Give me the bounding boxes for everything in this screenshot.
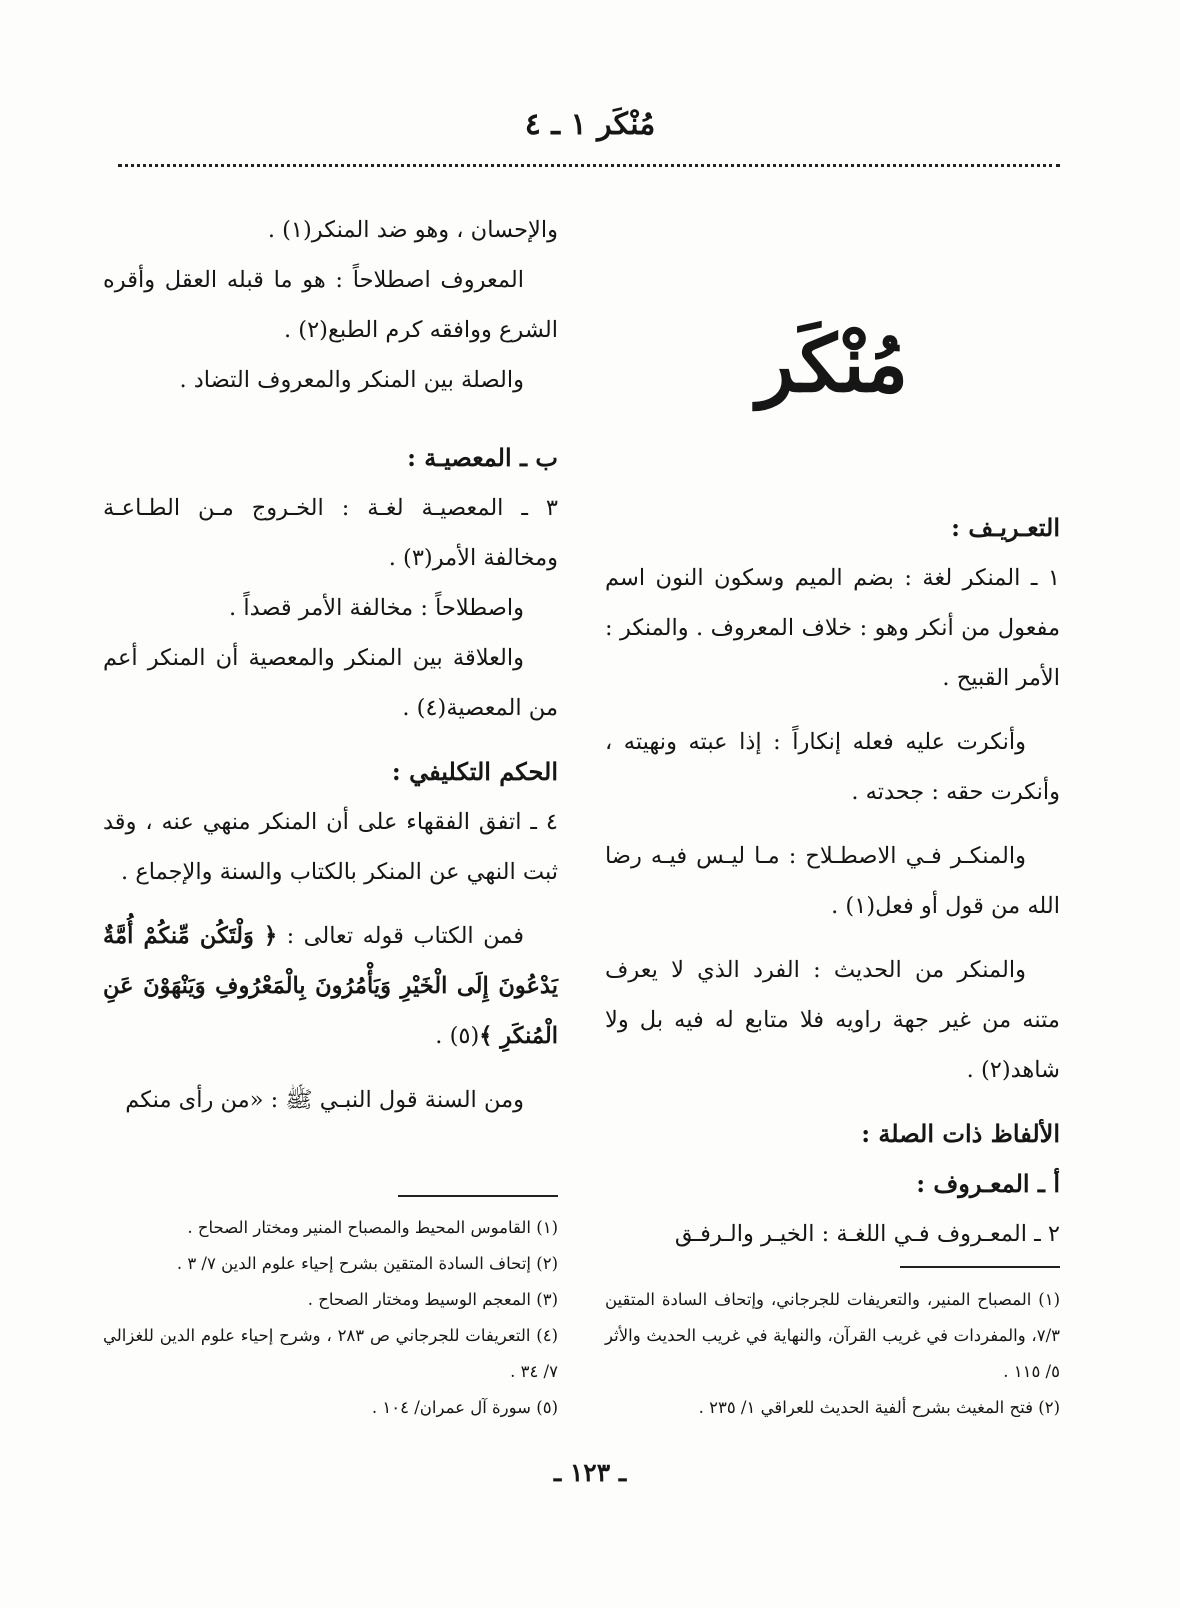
right-column [605, 205, 1060, 1259]
footnote: (١) القاموس المحيط والمصباح المنير ومختار الصحاح . [187, 1218, 558, 1237]
quote-intro: فمن الكتاب قوله تعالى : [286, 923, 524, 949]
paragraph-3: والمنكـر فـي الاصطـلاح : مـا ليـس فيـه رضا الله من قول أو فعل(١) . [605, 843, 1060, 919]
paragraph-4: والمنكر من الحديث : الفرد الذي لا يعرف متنه من غير جهة راويه فلا متابع له فيه بل ولا شاهد(٢) . [605, 957, 1060, 1083]
header-divider [118, 164, 1060, 167]
heading-ruling: الحكم التكليفي : [391, 757, 558, 786]
running-head: مُنْكَر ١ ـ ٤ [524, 107, 656, 142]
paragraph-5: ٢ ـ المعـروف فـي اللغـة : الخيـر والـرفـق [674, 1221, 1060, 1247]
footnote: (٢) فتح المغيث بشرح ألفية الحديث للعراقي ١/ ٢٣٥ . [698, 1398, 1060, 1417]
paragraph-1: ١ ـ المنكر لغة : بضم الميم وسكون النون اسم مفعول من أنكر وهو : خلاف المعروف . والمنكر : الأمر القبيح . [605, 565, 1060, 691]
heading-maruf: أ ـ المعـروف : [916, 1169, 1060, 1198]
quran-verse: ﴿ وَلْتَكُن مِّنكُمْ أُمَّةٌ يَدْعُونَ إِلَى الْخَيْرِ وَيَأْمُرُونَ بِالْمَعْرُوفِ وَيَنْهَوْنَ عَنِ الْمُنكَرِ ﴾ [103, 923, 558, 1049]
heading-masiya: ب ـ المعصيـة : [407, 443, 558, 472]
paragraph-3: والصلة بين المنكر والمعروف التضاد . [179, 367, 524, 393]
paragraph-2: المعروف اصطلاحاً : هو ما قبله العقل وأقره الشرع ووافقه كرم الطبع(٢) . [103, 267, 558, 343]
paragraph-5: واصطلاحاً : مخالفة الأمر قصداً . [229, 595, 524, 621]
footnote: (٤) التعريفات للجرجاني ص ٢٨٣ ، وشرح إحياء علوم الدين للغزالي ٧/ ٣٤ . [103, 1326, 558, 1381]
heading-related-terms: الألفاظ ذات الصلة : [861, 1119, 1060, 1148]
paragraph-9: ومن السنة قول النبـي ﷺ : «من رأى منكم [125, 1087, 524, 1113]
heading-definition: التعـريـف : [951, 513, 1060, 542]
paragraph-7: ٤ ـ اتفق الفقهاء على أن المنكر منهي عنه ، وقد ثبت النهي عن المنكر بالكتاب والسنة والإجماع . [103, 809, 558, 885]
paragraph-1: والإحسان ، وهو ضد المنكر(١) . [267, 217, 558, 243]
left-column [103, 205, 558, 1125]
footnote: (٥) سورة آل عمران/ ١٠٤ . [371, 1398, 558, 1417]
footnote-divider-left [398, 1195, 558, 1197]
paragraph-4: ٣ ـ المعصيـة لغـة : الخـروج مـن الطـاعـة ومخالفة الأمر(٣) . [103, 495, 558, 571]
footnotes-right [605, 1282, 1060, 1426]
footnotes-left [103, 1210, 558, 1426]
verse-reference: (٥) . [435, 1023, 480, 1049]
paragraph-6: والعلاقة بين المنكر والمعصية أن المنكر أعم من المعصية(٤) . [103, 645, 558, 721]
footnote: (٣) المعجم الوسيط ومختار الصحاح . [307, 1290, 558, 1309]
entry-title: مُنْكَر [756, 319, 909, 410]
footnote: (١) المصباح المنير، والتعريفات للجرجاني، وإتحاف السادة المتقين ٧/٣، والمفردات في غريب القرآن، والنهاية في غريب الحديث والأثر ٥/ ١١٥ . [605, 1290, 1060, 1381]
paragraph-8 [103, 911, 558, 1061]
footnote: (٢) إتحاف السادة المتقين بشرح إحياء علوم الدين ٧/ ٣ . [176, 1254, 558, 1273]
paragraph-2: وأنكرت عليه فعله إنكاراً : إذا عبته ونهيته ، وأنكرت حقه : جحدته . [605, 729, 1060, 805]
footnote-divider-right [900, 1266, 1060, 1268]
page-number: ـ ١٢٣ ـ [553, 1458, 627, 1487]
